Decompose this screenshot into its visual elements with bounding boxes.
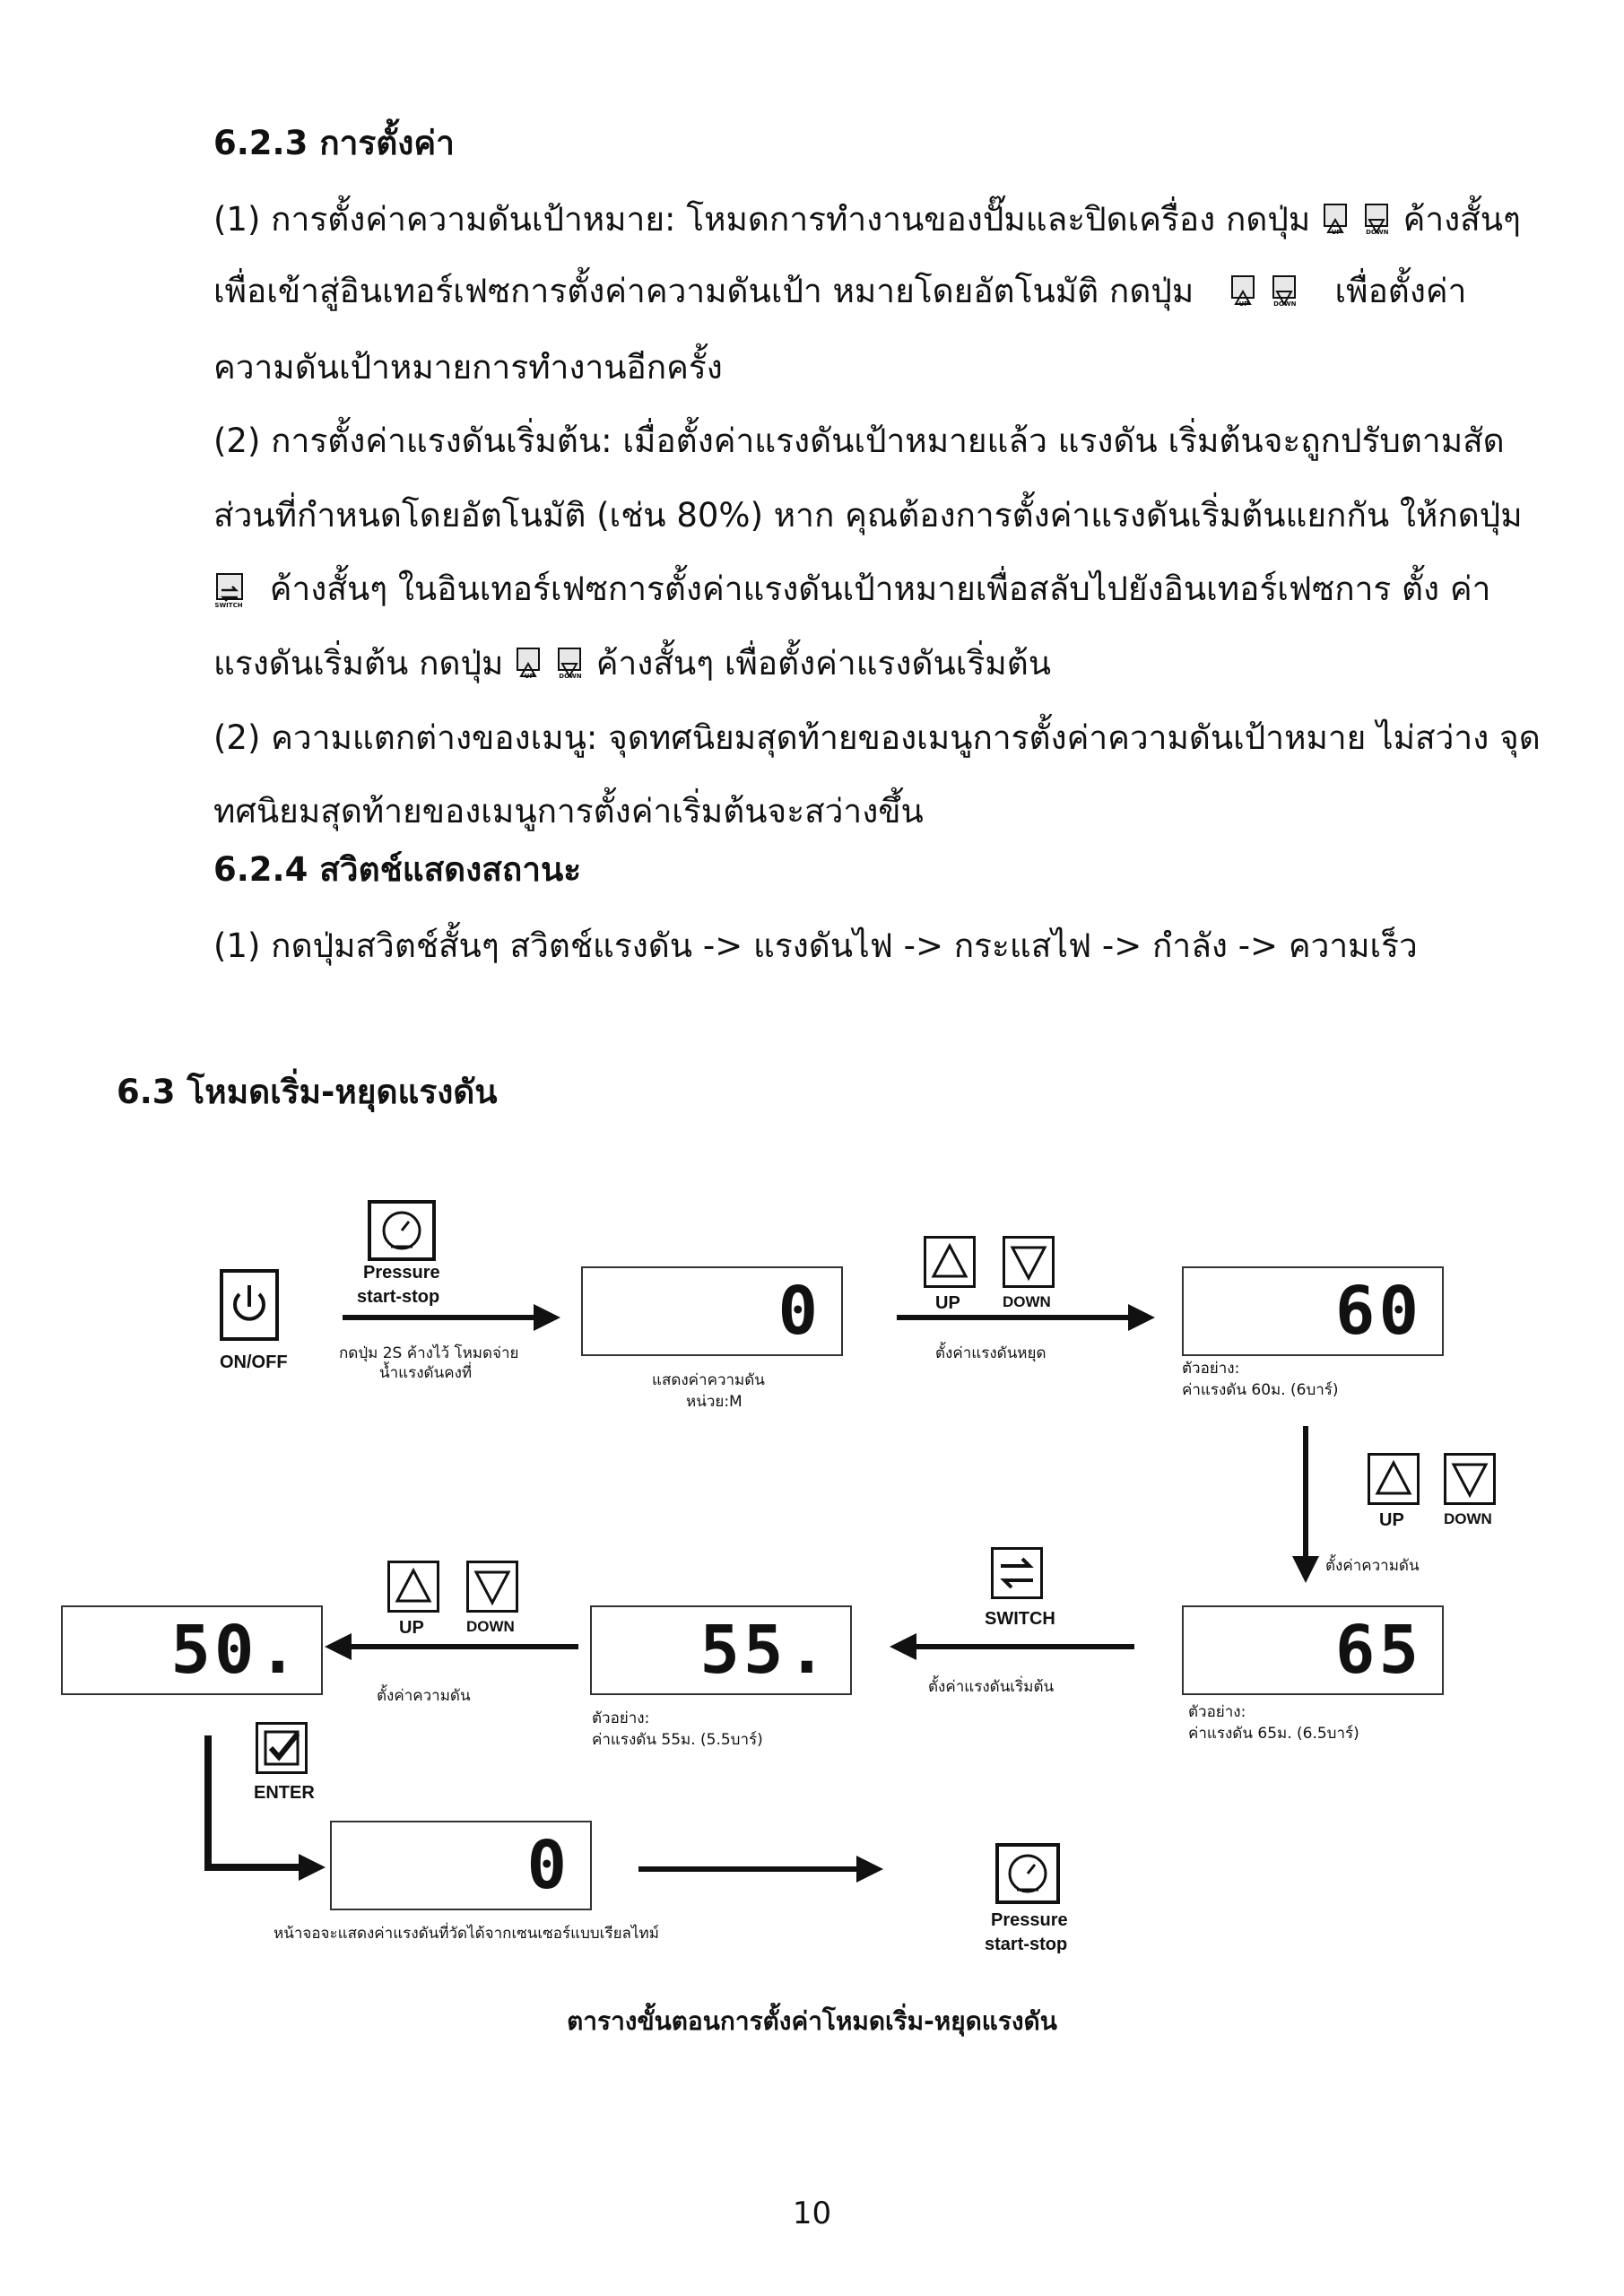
p2-text-d: แรงดันเริ่มต้น กดปุ่ม — [213, 644, 504, 683]
arrow-right — [897, 1315, 1134, 1320]
p2-text-c: ค้างสั้นๆ ในอินเทอร์เฟซการตั้งค่าแรงดันเป้าหมายเพื่อสลับไปยังอินเทอร์เฟซการ ตั้ง ค่า — [269, 570, 1491, 608]
down-icon: DOWN — [1272, 275, 1298, 311]
lcd-value: 0 — [777, 1273, 821, 1350]
arrow-down-head — [1292, 1556, 1319, 1583]
up-icon — [1368, 1453, 1420, 1505]
p2-text-b: ส่วนที่กำหนดโดยอัตโนมัติ (เช่น 80%) หาก คุณต้องการตั้งค่าแรงดันเริ่มต้นแยกกัน ให้กดปุ่ม — [213, 496, 1523, 535]
lcd-display — [1182, 1605, 1444, 1695]
p1-text-a: (1) การตั้งค่าความดันเป้าหมาย: โหมดการทำงานของปั๊มและปิดเครื่อง กดปุ่ม — [213, 200, 1311, 239]
pressure-gauge-icon — [995, 1843, 1060, 1904]
enter-check-icon — [256, 1722, 308, 1774]
caption-example: ตัวอย่าง: — [1182, 1360, 1240, 1378]
caption-set-start: ตั้งค่าแรงดันเริ่มต้น — [928, 1678, 1055, 1696]
power-icon — [220, 1269, 279, 1341]
p1-text-e: ความดันเป้าหมายการทำงานอีกครั้ง — [213, 348, 723, 387]
p1-text-d: เพื่อตั้งค่า — [1334, 272, 1467, 310]
down-icon: DOWN — [558, 648, 583, 683]
switch-icon: SWITCH — [216, 573, 243, 609]
section-6-2-3-title: 6.2.3 การตั้งค่า — [213, 124, 455, 162]
down-icon — [1003, 1236, 1055, 1288]
switch-icon — [991, 1547, 1043, 1599]
p1-text-c: เพื่อเข้าสู่อินเทอร์เฟซการตั้งค่าความดันเป้า หมายโดยอัตโนมัติ กดปุ่ม — [213, 272, 1194, 310]
up-icon: UP — [517, 648, 542, 683]
arrow-down — [1303, 1426, 1308, 1561]
p3-text-a: (2) ความแตกต่างของเมนู: จุดทศนิยมสุดท้ายของเมนูการตั้งค่าความดันเป้าหมาย ไม่สว่าง จุด — [213, 718, 1541, 757]
pressure-label-1: Pressure — [363, 1263, 440, 1283]
arrow-left-head — [890, 1633, 916, 1660]
caption-ex65: ค่าแรงดัน 65ม. (6.5บาร์) — [1188, 1725, 1359, 1743]
arrow-left-head — [325, 1633, 352, 1660]
caption-unit: หน่วย:M — [686, 1393, 743, 1411]
diagram-caption: ตารางขั้นตอนการตั้งค่าโหมดเริ่ม-หยุดแรงดัน — [567, 2006, 1057, 2036]
up-label: UP — [399, 1618, 424, 1638]
p1-text-b: ค้างสั้นๆ — [1403, 200, 1521, 239]
down-icon: DOWN — [1365, 204, 1390, 239]
caption-show: แสดงค่าความดัน — [652, 1371, 765, 1389]
lcd-value: 65 — [1334, 1612, 1422, 1689]
onoff-label: ON/OFF — [220, 1352, 288, 1372]
up-label: UP — [1379, 1510, 1404, 1530]
arrow-right — [204, 1864, 303, 1871]
lcd-display — [61, 1605, 323, 1695]
down-label: DOWN — [466, 1618, 515, 1635]
paragraph-2-line-4 — [213, 637, 1051, 690]
pressure-label-1: Pressure — [991, 1910, 1068, 1930]
lcd-value: 55. — [699, 1612, 830, 1689]
arrow-right-head — [299, 1854, 326, 1881]
up-icon: UP — [1324, 204, 1349, 239]
arrow-right-head — [856, 1856, 883, 1883]
caption-ex55: ค่าแรงดัน 55ม. (5.5บาร์) — [592, 1731, 763, 1749]
p3-text-b: ทศนิยมสุดท้ายของเมนูการตั้งค่าเริ่มต้นจะสว่างขึ้น — [213, 792, 924, 831]
arrow-right — [638, 1866, 863, 1872]
section-6-2-4-p1: (1) กดปุ่มสวิตช์สั้นๆ สวิตช์แรงดัน -> แรงดันไฟ -> กระแสไฟ -> กำลัง -> ความเร็ว — [213, 926, 1418, 965]
caption-realtime: หน้าจอจะแสดงค่าแรงดันที่วัดได้จากเซนเซอร์แบบเรียลไทม์ — [274, 1925, 659, 1943]
lcd-display — [1182, 1266, 1444, 1356]
up-icon — [924, 1236, 976, 1288]
section-6-3-title: 6.3 โหมดเริ่ม-หยุดแรงดัน — [117, 1073, 498, 1111]
caption-set-pressure-2: ตั้งค่าความดัน — [377, 1687, 471, 1705]
lcd-display — [590, 1605, 852, 1695]
pressure-label-2: start-stop — [357, 1287, 440, 1307]
down-icon — [466, 1561, 518, 1613]
paragraph-1-line-2 — [213, 265, 1466, 317]
p2-text-e: ค้างสั้นๆ เพื่อตั้งค่าแรงดันเริ่มต้น — [595, 644, 1052, 683]
down-label: DOWN — [1003, 1293, 1051, 1310]
down-icon — [1444, 1453, 1496, 1505]
arrow-right — [343, 1315, 540, 1320]
lcd-value: 0 — [526, 1827, 570, 1904]
lcd-value: 50. — [170, 1612, 301, 1689]
up-icon — [387, 1561, 439, 1613]
pressure-gauge-icon — [368, 1200, 436, 1261]
page-number: 10 — [792, 2196, 832, 2231]
pressure-label-2: start-stop — [985, 1935, 1068, 1954]
caption-hold-2: น้ำแรงดันคงที่ — [379, 1364, 473, 1382]
enter-label: ENTER — [254, 1783, 315, 1803]
paragraph-2-line-3 — [213, 562, 1490, 615]
caption-ex60: ค่าแรงดัน 60ม. (6บาร์) — [1182, 1381, 1339, 1399]
arrow-right-head — [534, 1304, 560, 1331]
arrow-right-head — [1128, 1304, 1155, 1331]
caption-set-stop: ตั้งค่าแรงดันหยุด — [935, 1344, 1046, 1362]
section-6-2-4-title: 6.2.4 สวิตช์แสดงสถานะ — [213, 850, 582, 889]
down-label: DOWN — [1444, 1510, 1492, 1527]
lcd-display — [581, 1266, 843, 1356]
lcd-display — [330, 1821, 592, 1910]
caption-example: ตัวอย่าง: — [592, 1709, 650, 1727]
paragraph-1-line-1 — [213, 193, 1521, 246]
arrow-down — [204, 1735, 212, 1870]
up-icon: UP — [1231, 275, 1256, 311]
switch-label: SWITCH — [985, 1609, 1055, 1629]
caption-hold: กดปุ่ม 2S ค้างไว้ โหมดจ่าย — [339, 1344, 519, 1362]
arrow-left — [915, 1644, 1134, 1649]
lcd-value: 60 — [1334, 1273, 1422, 1350]
caption-set-pressure: ตั้งค่าความดัน — [1325, 1557, 1420, 1575]
arrow-left — [350, 1644, 578, 1649]
p2-text-a: (2) การตั้งค่าแรงดันเริ่มต้น: เมื่อตั้งค่าแรงดันเป้าหมายแล้ว แรงดัน เริ่มต้นจะถูกปรับตามสัด — [213, 422, 1505, 460]
up-label: UP — [935, 1293, 960, 1313]
caption-example: ตัวอย่าง: — [1188, 1703, 1246, 1721]
